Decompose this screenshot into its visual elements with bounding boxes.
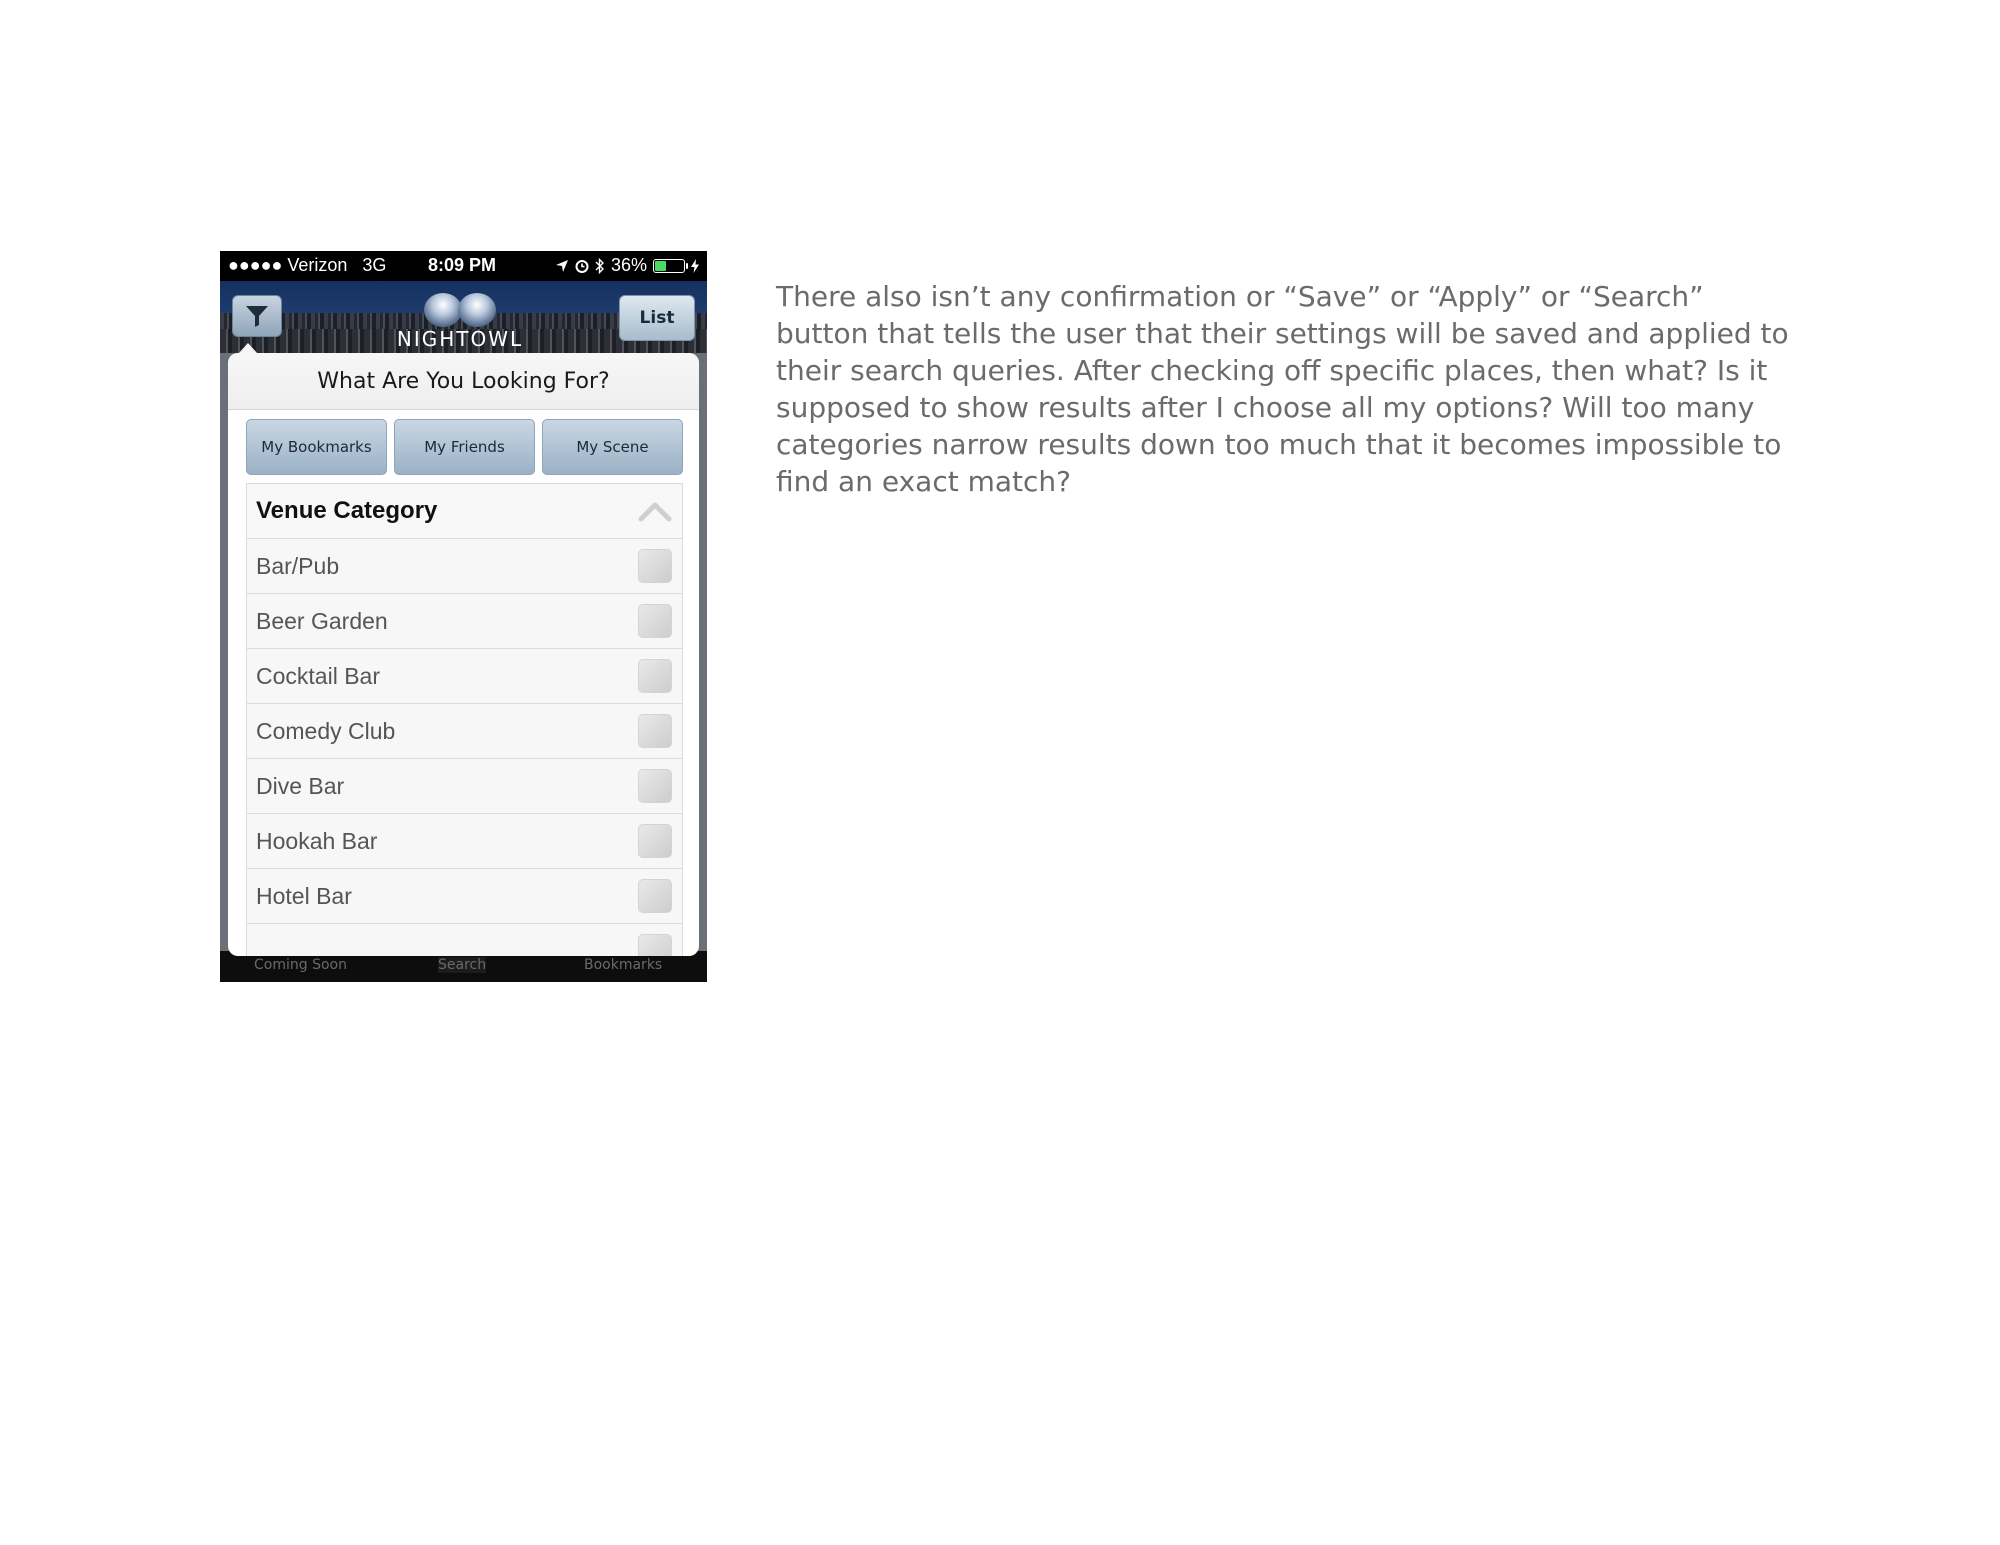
list-item-label: Cocktail Bar [256,663,380,689]
filter-funnel-icon [244,303,270,329]
segment-my-bookmarks[interactable]: My Bookmarks [246,419,387,475]
tab-search[interactable]: Search [438,957,487,973]
checkbox[interactable] [638,934,672,956]
list-item-label: Bar/Pub [256,553,340,579]
list-item-label: Dive Bar [256,773,345,799]
filter-popover [228,353,699,956]
list-item-bar-pub[interactable] [247,539,682,594]
segmented-control [246,419,683,475]
network-type: 3G [362,255,387,275]
checkbox[interactable] [638,659,672,693]
phone-screenshot [220,251,707,982]
checkbox[interactable] [638,714,672,748]
checkbox[interactable] [638,769,672,803]
checkbox[interactable] [638,549,672,583]
list-item-beer-garden[interactable] [247,594,682,649]
checkbox[interactable] [638,879,672,913]
alarm-icon [575,259,589,273]
status-bar [220,251,707,281]
carrier-name: ●●●●● Verizon [228,255,348,275]
status-time: 8:09 PM [428,255,497,275]
nightowl-logo [375,289,545,353]
segment-my-scene[interactable]: My Scene [542,419,683,475]
annotation-paragraph: There also isn’t any confirmation or “Save” or “Apply” or “Search” button that tells the user that their settings will be saved and applied to their search queries. After checking off specific places, then what? Is it supposed to show results after I choose all my options? Will too many categories narrow results down too much that it becomes impossible to find an exact match? [776,280,1789,498]
venue-category-title: Venue Category [256,497,438,524]
battery-fill [655,261,666,271]
list-item-cocktail-bar[interactable] [247,649,682,704]
location-arrow-icon [555,259,569,273]
battery-percent: 36% [610,255,647,275]
nav-bar [220,281,707,353]
venue-category-header[interactable] [247,484,682,539]
owl-eyes-icon [422,289,498,329]
bluetooth-icon [595,258,605,274]
list-item-label: Hotel Bar [256,883,352,909]
list-item-dive-bar[interactable] [247,759,682,814]
battery-icon [653,259,685,273]
checkbox[interactable] [638,604,672,638]
tab-coming-soon[interactable]: Coming Soon [254,957,347,973]
carrier-label [228,255,386,276]
list-item-label: Comedy Club [256,718,396,744]
charging-bolt-icon [691,259,699,273]
list-item-hookah-bar[interactable] [247,814,682,869]
tab-bookmarks[interactable]: Bookmarks [584,957,663,973]
checkbox[interactable] [638,824,672,858]
segment-my-friends[interactable]: My Friends [394,419,535,475]
list-item-label: Beer Garden [256,608,388,634]
venue-category-list [246,483,683,956]
filter-button[interactable] [232,295,282,337]
popover-title: What Are You Looking For? [228,353,699,410]
brand-name: NIGHTOWL [396,327,524,351]
list-item-label: Hookah Bar [256,828,378,854]
list-item-partial[interactable] [247,924,682,956]
status-right [555,255,699,276]
list-item-hotel-bar[interactable] [247,869,682,924]
list-button[interactable]: List [619,295,695,341]
list-item-comedy-club[interactable] [247,704,682,759]
chevron-up-icon[interactable] [638,500,672,522]
